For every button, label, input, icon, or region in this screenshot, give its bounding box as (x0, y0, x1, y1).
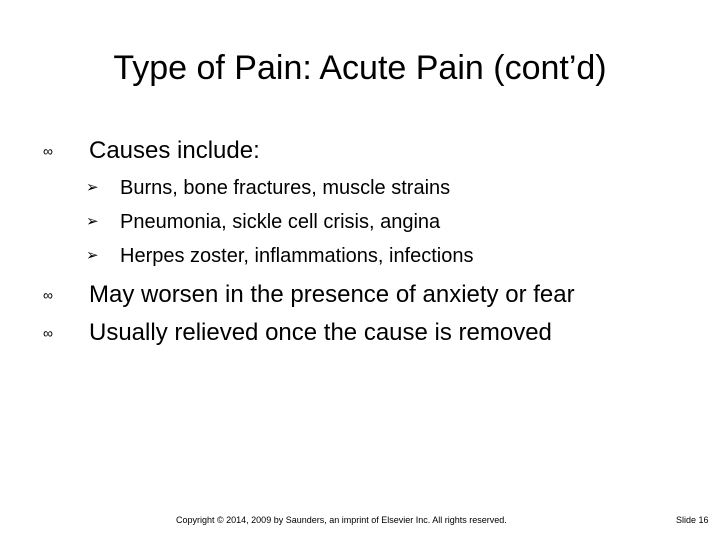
sub-bullet-text: Burns, bone fractures, muscle strains (120, 177, 451, 199)
curl-bullet-icon: ∞ (43, 325, 53, 341)
sub-bullet-text: Herpes zoster, inflammations, infections (120, 245, 474, 267)
bullet-text: Causes include: (89, 137, 260, 164)
curl-bullet-icon: ∞ (43, 287, 53, 303)
slide-number: Slide 16 (676, 515, 709, 525)
slide-title: Type of Pain: Acute Pain (cont’d) (113, 49, 607, 87)
bullet-text: May worsen in the presence of anxiety or fear (89, 281, 575, 308)
curl-bullet-icon: ∞ (43, 143, 53, 159)
arrowhead-bullet-icon: ➢ (86, 247, 99, 264)
arrowhead-bullet-icon: ➢ (86, 179, 99, 196)
copyright-footer: Copyright © 2014, 2009 by Saunders, an imprint of Elsevier Inc. All rights reserved. (176, 515, 507, 525)
bullet-text: Usually relieved once the cause is removed (89, 319, 552, 346)
sub-bullet-text: Pneumonia, sickle cell crisis, angina (120, 211, 441, 233)
arrowhead-bullet-icon: ➢ (86, 213, 99, 230)
